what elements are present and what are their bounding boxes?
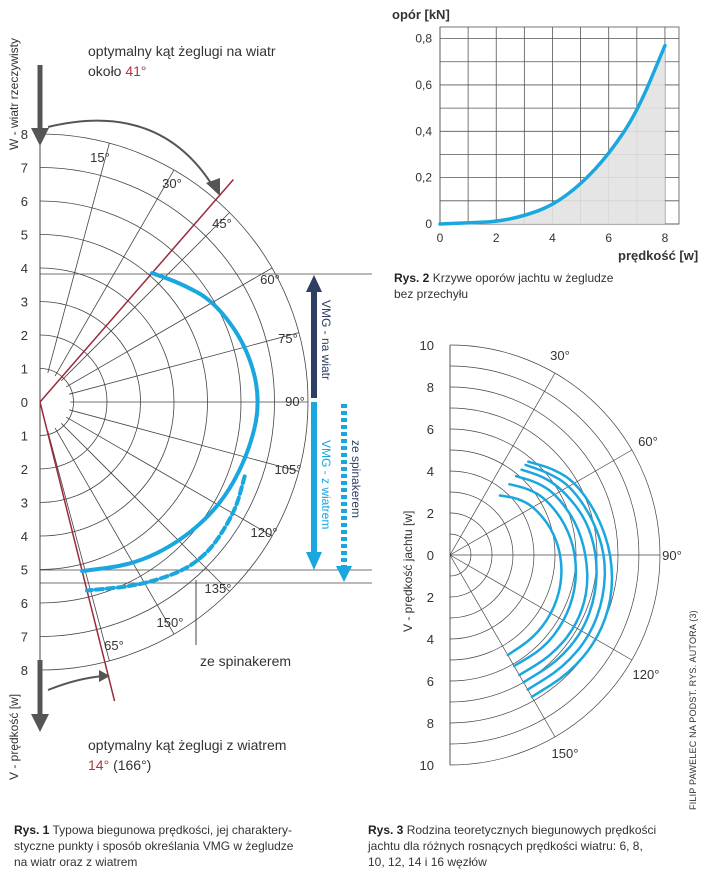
- fig3-ylabel: V - prędkość jachtu [w]: [401, 510, 415, 632]
- fig1-spinnaker-curve: [87, 476, 245, 590]
- vmg-downwind-arrowhead-icon: [306, 552, 322, 570]
- fig2-ytick: 0,6: [415, 77, 432, 92]
- fig1-tick-label: 0: [20, 395, 28, 410]
- fig3-tick-label: 4: [426, 632, 434, 647]
- fig3-tick-label: 8: [426, 380, 434, 395]
- vmg-downwind-label: VMG - z wiatrem: [319, 440, 333, 530]
- fig2-ytick: 0,4: [415, 124, 432, 139]
- spinnaker-label: ze spinakerem: [200, 653, 292, 669]
- fig1-grid-spoke: [69, 410, 299, 472]
- fig2-caption-line-2: bez przechyłu: [394, 287, 469, 301]
- fig1-grid-spoke: [69, 333, 299, 395]
- speed-arrowhead-bottom-icon: [31, 714, 49, 732]
- fig2-xtick: 2: [492, 231, 500, 245]
- fig3-tick-label: 6: [426, 674, 434, 689]
- fig2-ytick: 0: [425, 217, 432, 231]
- fig1-grid-spoke: [66, 417, 272, 536]
- fig3-caption: [368, 822, 698, 870]
- fig3-caption-line-1: Rodzina teoretycznych biegunowych prędkości: [406, 823, 657, 837]
- fig1-tick-label: 6: [20, 596, 28, 611]
- fig3-angle-label: 30°: [550, 348, 570, 363]
- opt-downwind-angle: 14°: [88, 757, 110, 773]
- fig1-angle-label: 60°: [260, 272, 280, 287]
- opt-downwind-value: [88, 757, 151, 773]
- fig2-xtick: 6: [605, 231, 613, 245]
- fig1-tick-label: 8: [20, 127, 28, 142]
- fig1-caption: [14, 822, 334, 870]
- fig1-tick-label: 2: [20, 328, 28, 343]
- fig1-tick-label: 6: [20, 194, 28, 209]
- fig3-angle-label: 120°: [632, 667, 660, 682]
- fig3-caption-line-3: 10, 12, 14 i 16 węzłów: [368, 855, 487, 869]
- fig1-angle-label: 120°: [250, 525, 278, 540]
- opt-downwind-label: optymalny kąt żeglugi z wiatrem: [88, 737, 287, 753]
- fig1-grid-spoke: [48, 431, 110, 661]
- downwind-arc-arrowhead-icon: [99, 670, 110, 682]
- fig1-tick-label: 2: [20, 462, 28, 477]
- fig2-caption-line-1: Krzywe oporów jachtu w żegludze: [432, 271, 614, 285]
- spinnaker-vmg-label: ze spinakerem: [349, 440, 363, 519]
- fig2-ytick: 0,8: [415, 31, 432, 46]
- fig1-tick-label: 4: [20, 261, 28, 276]
- downwind-angle-arc: [48, 676, 104, 690]
- opt-upwind-value: [88, 63, 147, 79]
- fig1-grid-ring: [40, 369, 74, 436]
- fig1-caption-line-3: na wiatr oraz z wiatrem: [14, 855, 138, 869]
- upwind-angle-arc: [48, 121, 214, 188]
- opt-downwind-rest: (166°): [113, 757, 152, 773]
- fig1-grid-spoke: [66, 268, 272, 387]
- opt-upwind-angle: 41°: [125, 63, 147, 79]
- fig2-caption: [394, 270, 694, 302]
- fig3-caption-line-2: jachtu dla różnych rosnących prędkości wiatru: 6, 8,: [368, 839, 643, 853]
- image-credit: FILIP PAWELEC NA PODST. RYS. AUTORA (3): [688, 610, 698, 810]
- fig2-ytick: 0,2: [415, 170, 432, 185]
- fig1-tick-label: 1: [20, 428, 28, 444]
- fig1-tick-label: 4: [20, 529, 28, 544]
- fig1-angle-label: 105°: [274, 462, 302, 477]
- fig2-xtick: 8: [661, 231, 669, 245]
- fig1-tick-label: 5: [20, 562, 28, 578]
- wind-arrowhead-top-icon: [31, 128, 49, 146]
- vmg-upwind-label: VMG - na wiatr: [319, 300, 333, 381]
- fig3-tick-label: 10: [419, 338, 434, 353]
- fig1-angle-label: 45°: [212, 216, 232, 231]
- fig1-grid-spoke: [61, 423, 229, 591]
- fig3-tick-label: 6: [426, 422, 434, 437]
- fig2-ylabel: opór [kN]: [392, 7, 450, 22]
- fig3-angle-label: 60°: [638, 434, 658, 449]
- fig3-tick-label: 0: [426, 548, 434, 563]
- speed-axis-label: V - prędkość [w]: [7, 693, 21, 780]
- fig3-angle-label: 150°: [551, 746, 579, 761]
- fig3-tick-label: 4: [426, 464, 434, 479]
- fig3-tick-label: 8: [426, 716, 434, 731]
- fig1-caption-number: Rys. 1: [14, 823, 50, 837]
- fig1-tick-label: 1: [20, 361, 28, 377]
- fig1-polar-curve: [82, 273, 257, 571]
- fig2-caption-number: Rys. 2: [394, 271, 430, 285]
- wind-axis-label: W - wiatr rzeczywisty: [7, 38, 21, 150]
- fig1-caption-line-2: styczne punkty i sposób określania VMG w żegludze: [14, 839, 294, 853]
- opt-upwind-label: optymalny kąt żeglugi na wiatr: [88, 43, 276, 59]
- fig1-tick-label: 8: [20, 663, 28, 678]
- fig1-angle-label: 30°: [162, 176, 182, 191]
- fig1-tick-label: 5: [20, 227, 28, 243]
- fig1-angle-label: 65°: [104, 638, 124, 653]
- fig3-tick-label: 2: [426, 506, 434, 521]
- fig1-angle-label: 15°: [90, 150, 110, 165]
- fig1-angle-label: 90°: [285, 394, 305, 409]
- opt-upwind-prefix: około: [88, 63, 122, 79]
- fig1-angle-label: 135°: [204, 581, 232, 596]
- fig2-xtick: 0: [436, 231, 444, 245]
- fig1-angle-label: 150°: [156, 615, 184, 630]
- fig3-tick-label: 2: [426, 590, 434, 605]
- fig2-xtick: 4: [549, 231, 556, 245]
- fig3-caption-number: Rys. 3: [368, 823, 404, 837]
- fig1-grid-spoke: [48, 143, 110, 373]
- vmg-upwind-arrowhead-icon: [306, 275, 322, 292]
- fig2-xlabel: prędkość [w]: [618, 248, 699, 263]
- fig1-angle-label: 75°: [278, 331, 298, 346]
- fig3-angle-label: 90°: [662, 548, 682, 563]
- fig1-tick-label: 7: [20, 629, 28, 645]
- vmg-spinnaker-arrowhead-icon: [336, 566, 352, 582]
- opt-downwind-line: [40, 402, 115, 701]
- fig1-tick-label: 3: [20, 495, 28, 511]
- fig1-caption-line-1: Typowa biegunowa prędkości, jej charaktery-: [52, 823, 292, 837]
- fig1-tick-label: 7: [20, 160, 28, 176]
- fig1-tick-label: 3: [20, 294, 28, 310]
- fig3-tick-label: 10: [419, 758, 434, 773]
